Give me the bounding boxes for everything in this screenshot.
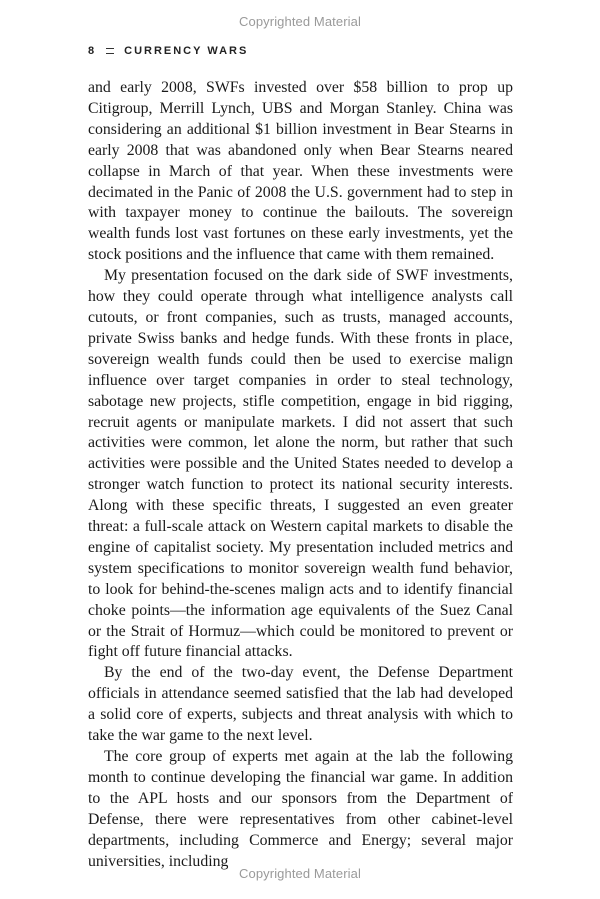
page-number: 8 — [88, 45, 97, 57]
running-head — [88, 45, 248, 57]
book-title: CURRENCY WARS — [124, 45, 249, 57]
copyright-watermark-bottom: Copyrighted Material — [239, 866, 361, 881]
separator-icon — [106, 48, 114, 54]
paragraph-2: My presentation focused on the dark side of SWF investments, how they could operate through what intelligence analysts call cutouts, or front companies, such as trusts, managed accounts, private Swiss banks and hedge funds. With these fronts in place, sovereign wealth funds could then be used to exercise malign influence over target companies in order to steal technology, sabotage new projects, stifle competition, engage in bid rigging, recruit agents or manipulate markets. I did not assert that such activities were common, let alone the norm, but rather that such activities were possible and the United States needed to develop a stronger watch function to protect its national security interests. Along with these specific threats, I suggested an even greater threat: a full-scale attack on Western capital markets to disable the engine of capitalist society. My presentation included metrics and system specifications to monitor sovereign wealth fund behavior, to look for behind-the-scenes malign acts and to identify financial choke points—the information age equivalents of the Suez Canal or the Strait of Hormuz—which could be monitored to prevent or fight off future financial attacks. — [88, 267, 513, 661]
body-text — [88, 78, 513, 872]
paragraph-1: and early 2008, SWFs invested over $58 billion to prop up Citigroup, Merrill Lynch, UBS and Morgan Stanley. China was considering an additional $1 billion investment in Bear Stearns in early 2008 that was abandoned only when Bear Stearns neared collapse in March of that year. When these investments were decimated in the Panic of 2008 the U.S. government had to step in with taxpayer money to continue the bailouts. The sovereign wealth funds lost vast fortunes on these early investments, yet the stock positions and the influence that came with them remained. — [88, 79, 513, 264]
paragraph-4: The core group of experts met again at the lab the following month to continue developing the financial war game. In addition to the APL hosts and our sponsors from the Department of Defense, there were representatives from other cabinet-level departments, including Commerce and Energy; several major universities, including — [88, 748, 513, 870]
copyright-watermark-top: Copyrighted Material — [239, 14, 361, 29]
paragraph-3: By the end of the two-day event, the Defense Department officials in attendance seemed satisfied that the lab had developed a solid core of experts, subjects and threat analysis with which to take the war game to the next level. — [88, 664, 513, 745]
